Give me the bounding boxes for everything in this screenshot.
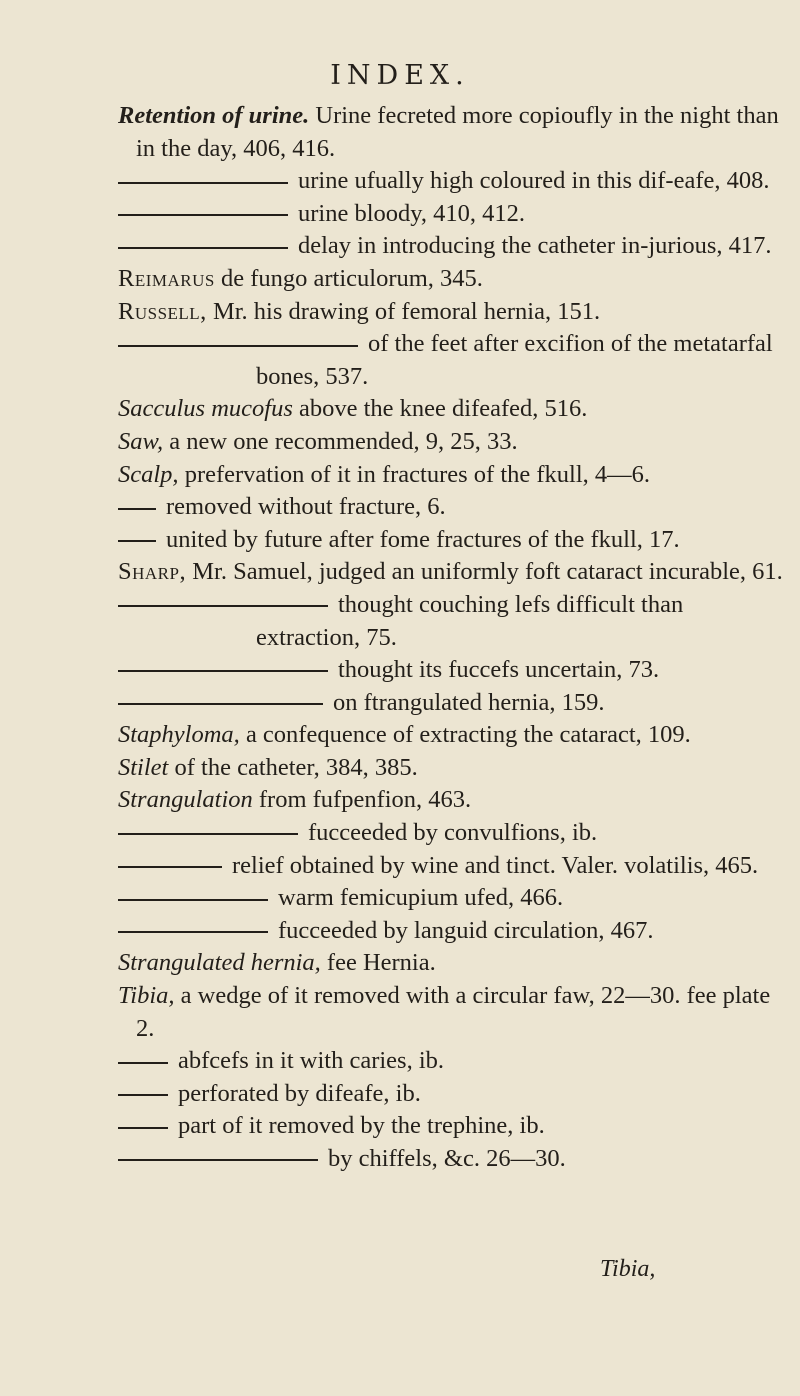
index-entry [118,296,788,329]
entry-text: on ftrangulated hernia, 159. [333,688,605,716]
entry-heading: Scalp, [118,460,179,488]
entry-text: fee Hernia. [326,949,436,977]
index-entry [118,393,788,426]
ditto-rule [118,214,288,216]
entry-text: fucceeded by convulfions, ib. [308,819,598,847]
index-entry [118,654,788,687]
entry-heading: Russell, [118,297,207,325]
ditto-rule [118,1062,168,1064]
ditto-rule [118,703,323,705]
index-entry [118,263,788,296]
entry-text: thought couching lefs difficult than extraction, 75. [256,590,684,651]
index-entry [118,556,788,589]
ditto-rule [118,508,156,510]
entry-text: part of it removed by the trephine, ib. [178,1112,545,1140]
entry-heading: Strangulated hernia, [118,949,321,977]
entry-text: delay in introducing the catheter in-jurious, 417. [298,232,772,260]
index-entry [118,589,788,654]
entry-text: warm femicupium ufed, 466. [278,884,564,912]
entry-heading: Sharp, [118,558,187,586]
ditto-rule [118,540,156,542]
ditto-rule [118,1094,168,1096]
index-entry [118,687,788,720]
entry-text: urine ufually high coloured in this dif-eafe, 408. [298,167,770,195]
index-entry [118,100,788,165]
index-entry [118,1045,788,1078]
page-header: INDEX. [330,60,470,91]
index-entry [118,752,788,785]
entry-text: Mr. his drawing of femoral hernia, 151. [212,297,601,325]
ditto-rule [118,605,328,607]
entry-text: fucceeded by languid circulation, 467. [278,916,654,944]
index-entry [118,719,788,752]
entry-heading: Strangulation [118,786,253,814]
entry-text: Mr. Samuel, judged an uniformly foft cataract incurable, 61. [192,558,783,586]
index-entry [118,915,788,948]
entry-heading: Saw, [118,427,164,455]
index-entry [118,230,788,263]
ditto-rule [118,1127,168,1129]
index-entry [118,850,788,883]
index-entry [118,882,788,915]
entry-text: above the knee difeafed, 516. [299,395,588,423]
entry-text: of the feet after excifion of the metatarfal bones, 537. [256,330,773,390]
ditto-rule [118,670,328,672]
entry-text: Urine fecreted more copioufly in the night than in the day, 406, 416. [136,102,779,162]
index-entry [118,784,788,817]
index-entry [118,980,788,1045]
entry-text: de fungo articulorum, 345. [220,264,483,292]
entry-text: relief obtained by wine and tinct. Valer. volatilis, 465. [232,851,759,879]
index-entry [118,1143,788,1176]
entry-text: thought its fuccefs uncertain, 73. [338,656,660,684]
entry-heading: Stilet [118,753,169,781]
index-entry [118,817,788,850]
entry-text: prefervation of it in fractures of the fkull, 4—6. [184,460,651,488]
ditto-rule [118,899,268,901]
index-entry [118,165,788,198]
index-entry [118,328,788,393]
entry-text: a new one recommended, 9, 25, 33. [169,427,518,455]
ditto-rule [118,1159,318,1161]
entry-heading: Retention of urine. [118,102,310,129]
entry-text: a confequence of extracting the cataract, 109. [245,721,691,749]
entry-text: a wedge of it removed with a circular faw, 22—30. fee plate 2. [136,982,771,1042]
index-entry [118,1078,788,1111]
index-entry [118,491,788,524]
index-entry [118,459,788,492]
entry-text: urine bloody, 410, 412. [298,199,526,227]
entry-heading: Staphyloma, [118,721,240,749]
entry-heading: Sacculus mucofus [118,395,293,423]
index-entry [118,198,788,231]
ditto-rule [118,247,288,249]
ditto-rule [118,931,268,933]
index-entry [118,426,788,459]
ditto-rule [118,345,358,347]
entry-text: abfcefs in it with caries, ib. [178,1047,445,1075]
entry-text: from fufpenfion, 463. [258,786,472,814]
entry-heading: Reimarus [118,264,215,292]
entry-text: of the catheter, 384, 385. [174,753,418,781]
entry-text: united by future after fome fractures of the fkull, 17. [166,525,680,553]
catchword: Tibia, [600,1256,656,1282]
entry-heading: Tibia, [118,982,175,1010]
entry-text: by chiffels, &c. 26—30. [328,1145,566,1172]
entry-text: removed without fracture, 6. [166,493,446,521]
index-entry [118,1110,788,1143]
index-entries [118,100,788,1176]
ditto-rule [118,833,298,835]
index-entry [118,524,788,557]
entry-text: perforated by difeafe, ib. [178,1079,421,1107]
index-entry [118,947,788,980]
ditto-rule [118,182,288,184]
ditto-rule [118,866,222,868]
